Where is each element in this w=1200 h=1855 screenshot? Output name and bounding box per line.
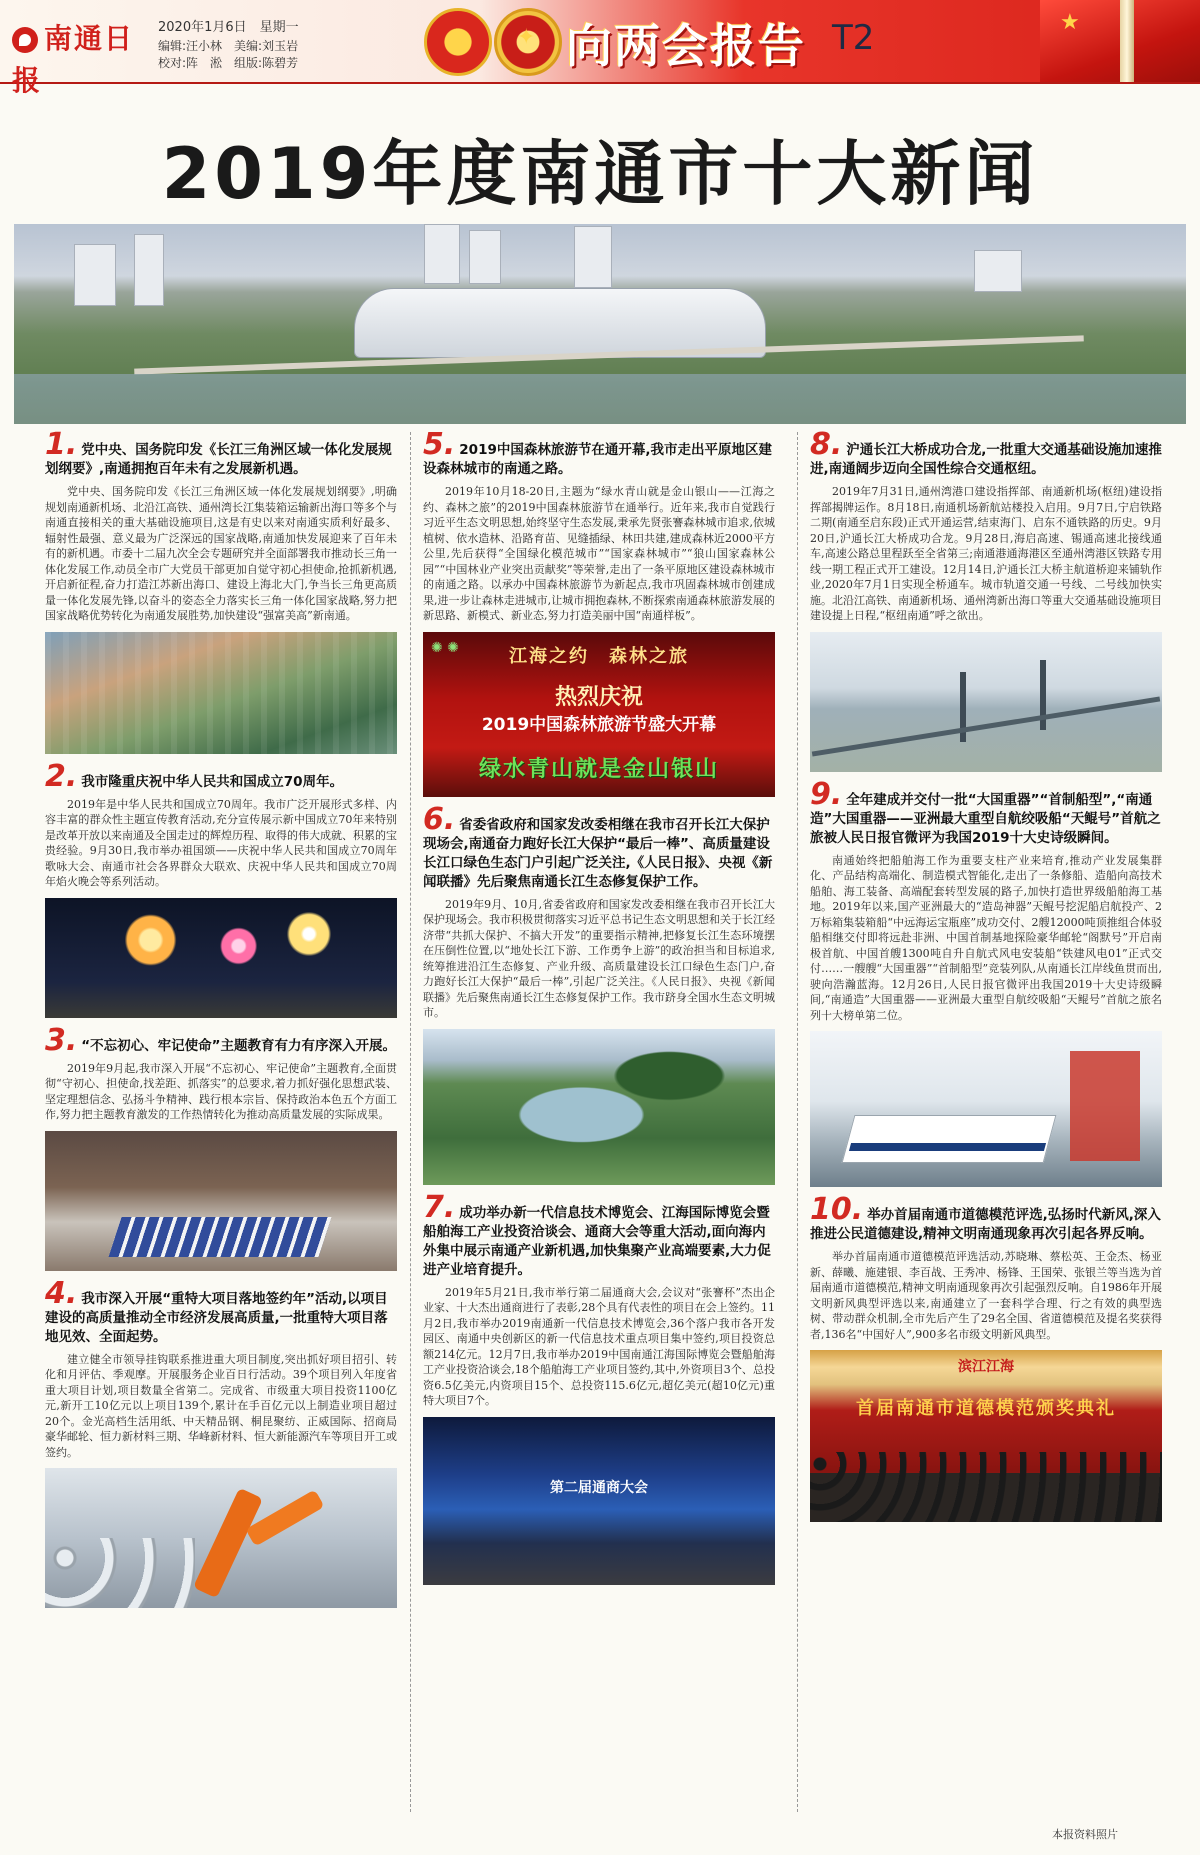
news-headline (423, 801, 775, 892)
news-number: 10. (810, 1192, 864, 1227)
news-body: 2019年是中华人民共和国成立70周年。我市广泛开展形式多样、内容丰富的群众性主题宣传教育活动,充分宣传展示新中国成立70年来特别是改革开放以来南通及全国走过的辉煌历程、取得的伟大成就、积累的宝贵经验。9月30日,我市举办祖国颂——庆祝中华人民共和国成立70周年歌咏大会、南通市社会各界群众大联欢、庆祝中华人民共和国成立70周年焰火晚会等系列活动。 (45, 797, 397, 888)
news-headline (45, 1275, 397, 1347)
news-headline-text: “不忘初心、牢记使命”主题教育有力有序深入开展。 (81, 1037, 397, 1054)
staff-credits (158, 38, 298, 72)
news-headline-text: 成功举办新一代信息技术博览会、江海国际博览会暨船舶海工产业投资洽谈会、通商大会等重大活动,面向海内外集中展示南通产业新机遇,加快集聚产业高端要素,大力促进产业培育提升。 (423, 1204, 771, 1278)
column-right (810, 427, 1162, 1532)
news-body: 2019年9月、10月,省委省政府和国家发改委相继在我市召开长江大保护现场会。我市积极贯彻落实习近平总书记生态文明思想和关于长江经济带“共抓大保护、不搞大开发”的重要指示精神,把修复长江生态环境摆在压倒性位置,以“地处长江下游、工作勇争上游”的政治担当和目标追求,统筹推进沿江生态修复、产业升级、高质量建设长江口绿色生态门户,奋力跑好长江大保护“最后一棒”,引起广泛关注。《人民日报》、央视《新闻联播》先后聚焦南通长江生态修复保护工作。我市跻身全国水生态文明城市。 (423, 897, 775, 1019)
news-headline (45, 758, 397, 794)
news-item-7 (423, 1189, 775, 1585)
stage-banner-motto: 绿水青山就是金山银山 (478, 755, 719, 782)
news-number: 2. (45, 758, 78, 794)
cppcc-emblem-icon: ✦ (494, 8, 562, 76)
hero-aerial-photo (14, 224, 1186, 424)
flag-decoration-icon: ★ (1040, 0, 1200, 82)
masthead (0, 0, 1200, 97)
staff-line: 校对:阵 淞 组版:陈碧芳 (158, 56, 299, 70)
news-body: 2019年7月31日,通州湾港口建设指挥部、南通新机场(枢纽)建设指挥部揭牌运作。8月18日,南通机场新航站楼投入启用。9月7日,宁启铁路二期(南通至启东段)正式开通运营,结束海门、启东不通铁路的历史。9月20日,沪通长江大桥成功合龙。9月28日,海启高速、锡通高速北接线通车,高速公路总里程跃至全省第三;南通港通海港区至通州湾港区铁路专用线一期工程正式开工建设。12月14日,沪通长江大桥主航道桥迎来铺轨作业,2020年7月1日实现全桥通车。城市轨道交通一号线、二号线加快实施。北沿江高铁、南通新机场、通州湾新出海口等重大交通基础设施项目建设提上日程,“枢纽南通”呼之欲出。 (810, 485, 1162, 622)
news-headline-text: 全年建成并交付一批“大国重器”“首制船型”,“南通造”大国重器——亚洲最大重型自航绞吸船“天鲲号”首航之旅被人民日报官微评为我国2019十大史诗级瞬间。 (810, 791, 1161, 846)
news-number: 1. (45, 427, 78, 462)
news-headline (45, 1022, 397, 1058)
stage-banner-title: 2019中国森林旅游节盛大开幕 (481, 714, 717, 735)
photo-credit: 本报资料照片 (1052, 1828, 1118, 1841)
newspaper-logo (12, 18, 157, 97)
cruise-ship-photo (810, 1031, 1162, 1187)
conference-screen-title: 第二届通商大会 (550, 1479, 648, 1496)
news-item-9 (810, 776, 1162, 1188)
column-left (45, 427, 397, 1618)
news-headline-text: 沪通长江大桥成功合龙,一批重大交通基础设施加速推进,南通阔步迈向全国性综合交通枢纽。 (810, 442, 1162, 477)
news-body: 2019年5月21日,我市举行第二届通商大会,会议对“张謇杯”杰出企业家、十大杰出通商进行了表彰,28个具有代表性的项目在会上签约。11月2日,我市举办2019南通新一代信息技术博览会,36个落户我市各开发园区、南通中央创新区的新一代信息技术重点项目集中签约,项目投资总额214亿元。12月7日,我市举办2019中国南通江海国际博览会暨船舶海工产业投资洽谈会,18个船舶海工产业项目签约,其中,外资项目3个、总投资6.5亿美元,内资项目15个、总投资115.6亿元,超亿美元(超10亿元)重特大项目7个。 (423, 1285, 775, 1407)
news-body: 2019年10月18-20日,主题为“绿水青山就是金山银山——江海之约、森林之旅”的2019中国森林旅游节在通举行。近年来,我市自觉践行习近平生态文明思想,始终坚守生态发展,秉承先贤张謇森林城市追求,依城植树、依水造林、沿路育苗、见缝插绿、林田共建,建成森林近2000平方公里,先后获得“全国绿化模范城市”“国家森林城市”“狼山国家森林公园”“中国林业产业突出贡献奖”等荣誉,走出了一条平原地区建设森林城市的南通之路。以承办中国森林旅游节为新起点,我市巩固森林城市创建成果,进一步让森林走进城市,让城市拥抱森林,不断探索南通森林旅游发展的新思路、新模式、新业态,努力打造美丽中国“南通样板”。 (423, 485, 775, 622)
news-number: 3. (45, 1022, 78, 1058)
city-aerial-photo (45, 632, 397, 754)
news-headline (423, 427, 775, 479)
news-headline-text: 我市深入开展“重特大项目落地签约年”活动,以项目建设的高质量推动全市经济发展高质量,一批重特大项目落地见效、全面起势。 (45, 1290, 388, 1345)
award-ceremony-photo (810, 1350, 1162, 1522)
forest-festival-stage-photo (423, 632, 775, 797)
news-item-2 (45, 758, 397, 1018)
factory-robot-photo (45, 1468, 397, 1608)
page-headline: 2019年度南通市十大新闻 (161, 133, 1039, 215)
news-headline (423, 1189, 775, 1280)
business-conference-photo (423, 1417, 775, 1585)
news-item-4 (45, 1275, 397, 1609)
ceremony-logo: 滨江江海 (958, 1359, 1014, 1375)
news-item-6 (423, 801, 775, 1185)
news-item-3 (45, 1022, 397, 1271)
news-headline (810, 776, 1162, 848)
firework-icon: ✺ ✺ (431, 639, 459, 656)
news-number: 8. (810, 427, 843, 462)
yangtze-bridge-photo (810, 632, 1162, 772)
meeting-photo (45, 1131, 397, 1271)
news-number: 6. (423, 801, 456, 837)
news-item-10 (810, 1192, 1162, 1522)
stage-banner-greeting: 热烈庆祝 (554, 683, 643, 710)
column-divider (797, 432, 798, 1812)
news-number: 9. (810, 776, 843, 812)
news-headline (810, 1192, 1162, 1244)
national-emblem-icon: ★ (424, 8, 492, 76)
section-title: 向两会报告 (566, 19, 806, 73)
news-item-8 (810, 427, 1162, 772)
news-headline-text: 省委省政府和国家发改委相继在我市召开长江大保护现场会,南通奋力跑好长江大保护“最后一棒”、高质量建设长江口绿色生态门户引起广泛关注,《人民日报》、央视《新闻联播》先后聚焦南通长江生态修复保护工作。 (423, 816, 773, 890)
news-headline-text: 2019中国森林旅游节在通开幕,我市走出平原地区建设森林城市的南通之路。 (423, 442, 772, 477)
column-divider (410, 432, 411, 1812)
news-headline (45, 427, 397, 479)
logo-mark-icon (12, 27, 38, 53)
news-number: 7. (423, 1189, 456, 1225)
news-body: 建立健全市领导挂钩联系推进重大项目制度,突出抓好项目招引、转化和月评估、季观摩。开展服务企业百日行活动。39个项目列入年度省重大项目计划,项目数量全省第二。完成省、市级重大项目投资1100亿元,新开工10亿元以上项目139个,累计在手百亿元以上制造业项目超过20个。金光高档生活用纸、中天精品钢、桐昆聚纺、正威国际、招商局豪华邮轮、恒力新材料三期、华峰新材料、恒大新能源汽车等项目开工或签约。 (45, 1352, 397, 1459)
news-headline (810, 427, 1162, 479)
issue-date: 2020年1月6日 星期一 (158, 20, 299, 35)
ceremony-banner: 首届南通市道德模范颁奖典礼 (856, 1398, 1116, 1419)
news-body: 举办首届南通市道德模范评选活动,苏晓琳、蔡松英、王金杰、杨亚新、薛曦、施建银、李百战、王秀冲、杨锋、王国荣、张银兰等当选为首届南通市道德模范,精神文明南通现象再次引起强烈反响。自1986年开展文明新风典型评选以来,南通建立了一套科学合理、行之有效的典型选树、带动群众机制,全市先后产生了29名全国、省道德模范及提名奖获得者,136名“中国好人”,900多名市级文明新风典型。 (810, 1250, 1162, 1341)
news-item-1 (45, 427, 397, 754)
riverside-park-photo (423, 1029, 775, 1185)
news-headline-text: 党中央、国务院印发《长江三角洲区域一体化发展规划纲要》,南通拥抱百年未有之发展新机遇。 (45, 442, 392, 477)
news-body: 南通始终把船舶海工作为重要支柱产业来培育,推动产业发展集群化、产品结构高端化、制造模式智能化,走出了一条修船、造船向高技术船舶、海工装备、高端配套转型发展的路子,加快打造世界级船舶海工基地。2019年以来,国产亚洲最大的“造岛神器”天鲲号挖泥船启航投产、2万标箱集装箱船“中远海运宝瓶座”成功交付、2艘12000吨顶推组合体驳船相继交付即将远赴非洲、中国首制基地探险豪华邮轮“阁默号”开启南极首航、中国首艘1300吨自升自航式风电安装船“铁建风电01”正式交付……一艘艘“大国重器”“首制船型”竞装列队,从南通长江岸线鱼贯而出,驶向浩瀚蓝海。12月26日,人民日报官微评出我国2019十大史诗级瞬间,“南通造”大国重器——亚洲最大重型自航绞吸船“天鲲号”首航之旅名列十大榜单第二位。 (810, 853, 1162, 1022)
news-body: 2019年9月起,我市深入开展“不忘初心、牢记使命”主题教育,全面贯彻“守初心、担使命,找差距、抓落实”的总要求,着力抓好强化思想武装、坚定理想信念、弘扬斗争精神、践行根本宗旨、保持政治本色五个方面工作,努力把主题教育激发的工作热情转化为推动高质量发展的实际成果。 (45, 1061, 397, 1121)
news-headline-text: 我市隆重庆祝中华人民共和国成立70周年。 (81, 773, 344, 790)
news-number: 4. (45, 1275, 78, 1311)
news-body: 党中央、国务院印发《长江三角洲区域一体化发展规划纲要》,明确规划南通新机场、北沿江高铁、通州湾长江集装箱运输新出海口等多个与南通直接相关的重大基础设施项目,这是有史以来对南通实质利好最多、辐射性最强、意义最为广泛深远的国家战略,南通加快发展迎来了百年未有的新机遇。市委十二届九次全会专题研究并全面部署我市推动长三角一体化发展工作,动员全市广大党员干部更加自觉守初心担使命,抢抓新机遇,开启新征程,奋力打造江苏新出海口、建设上海北大门,争当长三角更高质量一体化发展先锋,以奋斗的姿态全力落实长三角一体化国家战略,努力把国家战略优势转化为南通发展胜势,加快建设“强富美高”新南通。 (45, 485, 397, 622)
stage-banner-slogan: 江海之约 森林之旅 (509, 645, 689, 667)
logo-text: 南通日报 (12, 22, 135, 97)
staff-line: 编辑:汪小林 美编:刘玉岩 (158, 39, 299, 53)
news-number: 5. (423, 427, 456, 462)
news-headline-text: 举办首届南通市道德模范评选,弘扬时代新风,深入推进公民道德建设,精神文明南通现象再次引起各界反响。 (810, 1207, 1161, 1242)
news-item-5 (423, 427, 775, 797)
fireworks-photo (45, 898, 397, 1018)
column-middle (423, 427, 775, 1595)
page-number: T2 (832, 18, 875, 58)
